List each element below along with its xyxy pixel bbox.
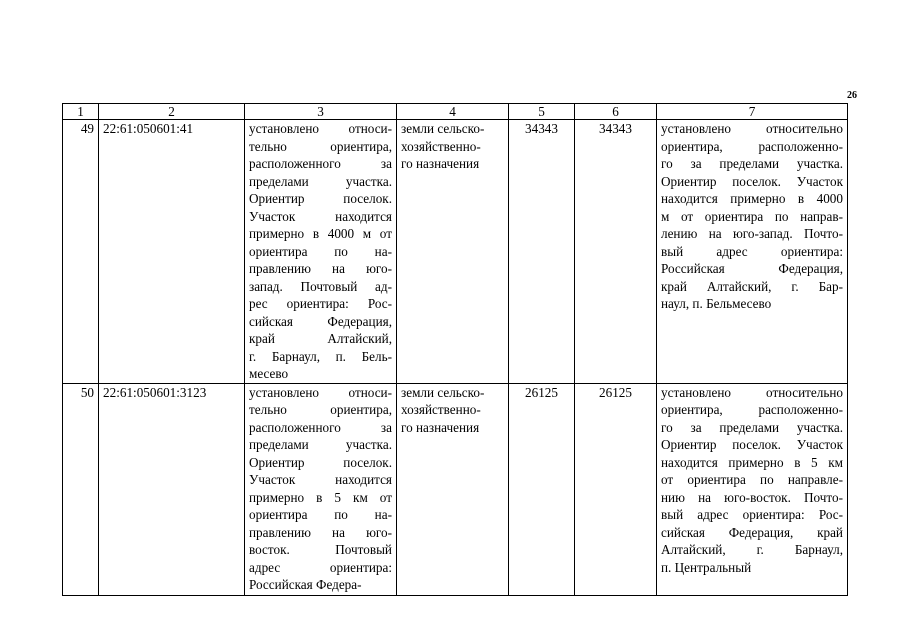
text-line: адрес ориентира: bbox=[249, 559, 392, 575]
cadastral-number-cell: 22:61:050601:41 bbox=[99, 120, 245, 384]
column-header: 6 bbox=[575, 104, 657, 120]
text-line: хозяйственно- bbox=[401, 402, 481, 417]
text-line: Алтайский, г. Барнаул, bbox=[661, 542, 843, 557]
area-cell: 34343 bbox=[575, 120, 657, 384]
text-line: правлению на юго- bbox=[249, 261, 392, 276]
text-line: Ориентир поселок. bbox=[249, 454, 392, 470]
row-number-cell: 49 bbox=[63, 120, 99, 384]
text-line: находится примерно в 5 км bbox=[661, 454, 843, 470]
column-header: 5 bbox=[509, 104, 575, 120]
text-line: п. Центральный bbox=[661, 559, 752, 575]
text-line: расположенного за bbox=[249, 419, 392, 435]
text-line: край Алтайский, г. Бар- bbox=[661, 278, 843, 294]
text-line: земли сельско- bbox=[401, 384, 485, 400]
text-line: Участок находится bbox=[249, 472, 392, 487]
page-number: 26 bbox=[847, 90, 857, 101]
text-line: установлено относительно bbox=[661, 121, 843, 136]
postal-address-cell bbox=[657, 383, 848, 595]
text-line: правлению на юго- bbox=[249, 524, 392, 540]
text-line: установлено относительно bbox=[661, 384, 843, 400]
text-line: хозяйственно- bbox=[401, 138, 481, 154]
text-line: примерно в 5 км от bbox=[249, 489, 392, 505]
text-line: рес ориентира: Рос- bbox=[249, 296, 392, 311]
text-line: го назначения bbox=[401, 156, 480, 171]
text-line: вый адрес ориентира: bbox=[661, 243, 843, 259]
land-plots-table bbox=[62, 103, 848, 596]
text-line: лению на юго-запад. Почто- bbox=[661, 226, 843, 241]
text-line: го за пределами участка. bbox=[661, 419, 843, 435]
text-line: Ориентир поселок. Участок bbox=[661, 173, 843, 189]
text-line: ориентира по на- bbox=[249, 243, 392, 259]
text-line: восток. Почтовый bbox=[249, 542, 392, 557]
text-line: установлено относи- bbox=[249, 121, 392, 136]
text-line: земли сельско- bbox=[401, 121, 485, 136]
text-line: находится примерно в 4000 bbox=[661, 191, 843, 206]
text-line: установлено относи- bbox=[249, 384, 392, 400]
text-line: Российская Федерация, bbox=[661, 261, 843, 276]
text-line: го за пределами участка. bbox=[661, 156, 843, 171]
cadastral-number-cell: 22:61:050601:3123 bbox=[99, 383, 245, 595]
text-line: тельно ориентира, bbox=[249, 402, 392, 417]
text-line: сийская Федерация, bbox=[249, 313, 392, 329]
area-cell: 26125 bbox=[575, 383, 657, 595]
text-line: сийская Федерация, край bbox=[661, 524, 843, 540]
text-line: запад. Почтовый ад- bbox=[249, 278, 392, 294]
text-line: нию на юго-восток. Почто- bbox=[661, 489, 843, 505]
area-cell: 34343 bbox=[509, 120, 575, 384]
column-header: 7 bbox=[657, 104, 848, 120]
location-description-cell bbox=[245, 383, 397, 595]
text-line: месево bbox=[249, 366, 289, 381]
area-cell: 26125 bbox=[509, 383, 575, 595]
column-header: 1 bbox=[63, 104, 99, 120]
text-line: примерно в 4000 м от bbox=[249, 226, 392, 241]
text-line: от ориентира по направле- bbox=[661, 472, 843, 487]
column-header: 3 bbox=[245, 104, 397, 120]
table-row bbox=[63, 383, 848, 595]
table-row bbox=[63, 120, 848, 384]
column-header: 4 bbox=[397, 104, 509, 120]
text-line: ориентира, расположенно- bbox=[661, 138, 843, 154]
text-line: тельно ориентира, bbox=[249, 138, 392, 154]
location-description-cell bbox=[245, 120, 397, 384]
postal-address-cell bbox=[657, 120, 848, 384]
text-line: Ориентир поселок. bbox=[249, 191, 392, 206]
text-line: расположенного за bbox=[249, 156, 392, 171]
text-line: ориентира, расположенно- bbox=[661, 402, 843, 417]
text-line: наул, п. Бельмесево bbox=[661, 296, 772, 311]
text-line: пределами участка. bbox=[249, 173, 392, 189]
text-line: пределами участка. bbox=[249, 437, 392, 452]
land-category-cell bbox=[397, 383, 509, 595]
text-line: Участок находится bbox=[249, 208, 392, 224]
text-line: Ориентир поселок. Участок bbox=[661, 437, 843, 452]
land-category-cell bbox=[397, 120, 509, 384]
text-line: ориентира по на- bbox=[249, 507, 392, 522]
text-line: г. Барнаул, п. Бель- bbox=[249, 348, 392, 364]
text-line: м от ориентира по направ- bbox=[661, 208, 843, 224]
text-line: Российская Федера- bbox=[249, 577, 362, 592]
text-line: вый адрес ориентира: Рос- bbox=[661, 507, 843, 522]
text-line: го назначения bbox=[401, 419, 480, 435]
table-header-row bbox=[63, 104, 848, 120]
text-line: край Алтайский, bbox=[249, 331, 392, 346]
row-number-cell: 50 bbox=[63, 383, 99, 595]
column-header: 2 bbox=[99, 104, 245, 120]
